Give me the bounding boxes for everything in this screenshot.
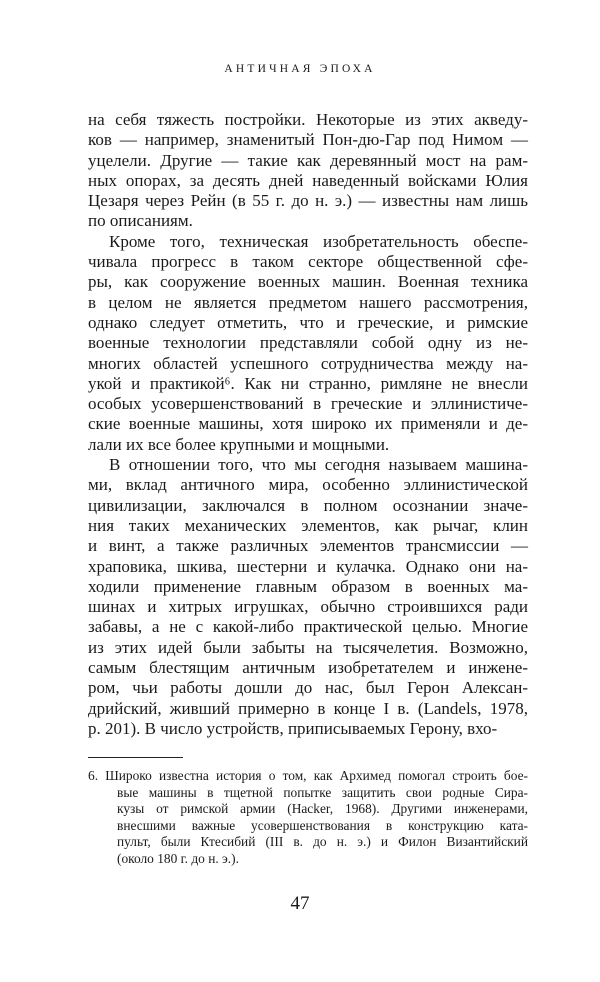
text-line: ния таких механических элементов, как рычаг, клин [88,515,528,535]
footnote-line: 6. Широко известна история о том, как Архимед помогал строить бое- [88,768,528,783]
footnote-line: (около 180 г. до н. э.). [117,850,239,866]
main-text [88,110,528,739]
text-line: ных опорах, за десять дней наведенный войсками Юлия [88,170,528,190]
text-line: укой и практикой⁶. Как ни странно, римляне не внесли [88,373,528,393]
paragraph [88,232,528,455]
text-line: многих областей успешного сотрудничества между на- [88,353,528,373]
text-line: Цезаря через Рейн (в 55 г. до н. э.) — известны нам лишь [88,191,528,211]
text-line: уцелели. Другие — такие как деревянный мост на рам- [88,150,528,170]
text-line: ков — например, знаменитый Пон-дю-Гар под Нимом — [88,130,528,150]
footnote-line: вые машины в тщетной попытке защитить свои родные Сира- [117,784,528,800]
text-line: в целом не является предметом нашего рассмотрения, [88,292,528,312]
text-line: чивала прогресс в таком секторе общественной сфе- [88,252,528,272]
paragraph [88,455,528,739]
text-line: ры, как сооружение военных машин. Военная техника [88,272,528,292]
text-line: В отношении того, что мы сегодня называем машина- [109,455,528,475]
page-number: 47 [290,893,310,914]
footnote [88,768,528,868]
text-line: храповика, шкива, шестерни и кулачка. Однако они на- [88,556,528,576]
text-line: военные технологии представляли собой одну из не- [88,333,528,353]
text-line: на себя тяжесть постройки. Некоторые из этих акведу- [88,110,528,129]
text-line: лали их все более крупными и мощными. [88,434,390,454]
paragraph [88,110,528,232]
text-line: цивилизации, заключался в полном осознании значе- [88,495,528,515]
text-line: и винт, а также различных элементов трансмиссии — [88,536,528,556]
text-line: Кроме того, техническая изобретательность обеспе- [109,231,528,251]
text-line: ми, вклад античного мира, особенно эллинистической [88,475,528,495]
text-line: шинах и хитрых игрушках, обычно строившихся ради [88,597,528,617]
text-line: забавы, а не с какой-либо практической целью. Многие [88,617,528,637]
text-line: самым блестящим античным изобретателем и инжене- [88,658,528,678]
text-line: особых усовершенствований в греческие и эллинистиче- [88,394,528,414]
text-line: ские военные машины, хотя широко их применяли и де- [88,414,528,434]
text-line: дрийский, живший примерно в конце I в. (Landels, 1978, [88,698,528,718]
text-line: ходили применение главным образом в военных ма- [88,576,528,596]
text-line: однако следует отметить, что и греческие, и римские [88,312,528,332]
text-line: ром, чьи работы дошли до нас, был Герон Алексан- [88,678,528,698]
text-line: из этих идей были забыты на тысячелетия. Возможно, [88,637,528,657]
footnote-line: пульт, были Ктесибий (III в. до н. э.) и Филон Византийский [117,834,528,850]
text-line: p. 201). В число устройств, приписываемых Герону, вхо- [88,718,498,738]
running-header: АНТИЧНАЯ ЭПОХА [224,63,376,75]
footnote-line: кузы от римской армии (Hacker, 1968). Другими инженерами, [117,801,528,817]
footnote-line: внесшими важные усовершенствования в конструкцию ката- [117,817,528,833]
text-line: по описаниям. [88,211,193,231]
footnote-divider [88,757,183,758]
